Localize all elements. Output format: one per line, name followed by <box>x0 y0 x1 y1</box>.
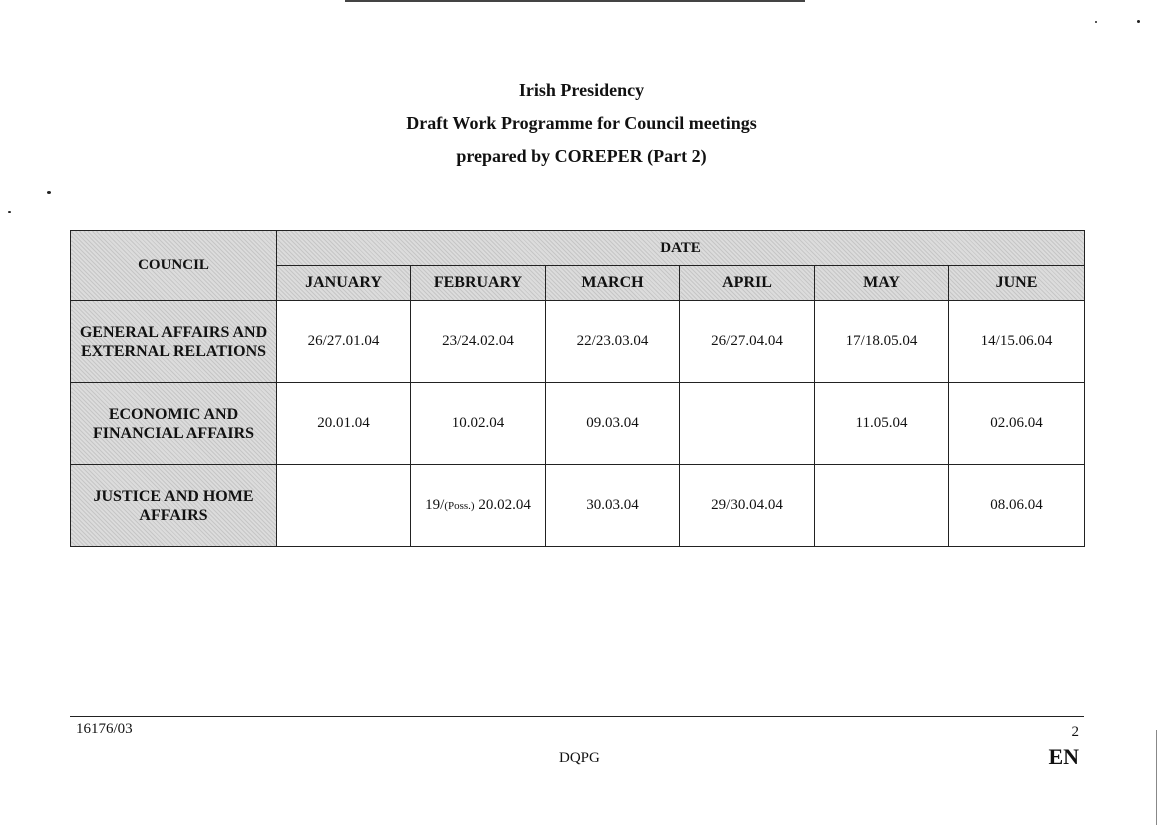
date-cell: 10.02.04 <box>411 383 546 465</box>
date-cell: 22/23.03.04 <box>546 301 680 383</box>
date-cell: 11.05.04 <box>815 383 949 465</box>
council-name-line: FINANCIAL AFFAIRS <box>92 424 255 442</box>
date-cell <box>815 465 949 547</box>
month-header: JANUARY <box>277 266 411 301</box>
council-name-line: GENERAL AFFAIRS AND <box>79 323 268 341</box>
date-cell: 29/30.04.04 <box>680 465 815 547</box>
date-cell: 30.03.04 <box>546 465 680 547</box>
date-cell <box>680 383 815 465</box>
date-cell: 17/18.05.04 <box>815 301 949 383</box>
date-cell: 09.03.04 <box>546 383 680 465</box>
table-header-row <box>71 231 1085 266</box>
title-block <box>0 74 1163 173</box>
date-cell: 23/24.02.04 <box>411 301 546 383</box>
footer-divider <box>70 716 1084 717</box>
month-header: JUNE <box>949 266 1085 301</box>
council-name-line: AFFAIRS <box>139 506 208 524</box>
scan-speck <box>1095 21 1097 23</box>
council-schedule-table <box>70 230 1085 547</box>
date-cell: 26/27.04.04 <box>680 301 815 383</box>
scan-speck <box>47 191 51 194</box>
month-header: FEBRUARY <box>411 266 546 301</box>
date-column-header: DATE <box>277 231 1085 266</box>
scan-artifact-line <box>345 0 805 2</box>
page-number: 2 <box>1071 724 1079 740</box>
language-code: EN <box>1048 744 1079 769</box>
page-subtitle: Draft Work Programme for Council meetings <box>406 113 757 133</box>
date-prefix: 19/ <box>425 497 445 513</box>
date-cell <box>277 465 411 547</box>
department-code: DQPG <box>559 750 600 766</box>
council-column-header: COUNCIL <box>71 231 277 301</box>
possible-note: (Poss.) <box>444 500 475 512</box>
council-name-line: JUSTICE AND HOME <box>93 487 254 505</box>
table-row <box>71 301 1085 383</box>
scan-speck <box>8 211 11 213</box>
document-reference: 16176/03 <box>76 721 133 737</box>
page-title: Irish Presidency <box>518 80 645 100</box>
council-name-line: EXTERNAL RELATIONS <box>80 342 267 360</box>
council-name-cell <box>71 383 277 465</box>
month-header: APRIL <box>680 266 815 301</box>
council-name-cell <box>71 465 277 547</box>
scan-edge-line <box>1156 730 1157 825</box>
date-cell: 02.06.04 <box>949 383 1085 465</box>
page-subtitle-2: prepared by COREPER (Part 2) <box>456 146 707 166</box>
date-cell: 08.06.04 <box>949 465 1085 547</box>
date-cell: 26/27.01.04 <box>277 301 411 383</box>
table-row <box>71 465 1085 547</box>
council-name-line: ECONOMIC AND <box>108 405 239 423</box>
date-cell: 14/15.06.04 <box>949 301 1085 383</box>
month-header: MARCH <box>546 266 680 301</box>
scan-speck <box>1137 20 1140 23</box>
council-name-cell <box>71 301 277 383</box>
date-cell <box>411 465 546 547</box>
table-row <box>71 383 1085 465</box>
date-cell: 20.01.04 <box>277 383 411 465</box>
date-value: 20.02.04 <box>478 497 531 513</box>
month-header: MAY <box>815 266 949 301</box>
